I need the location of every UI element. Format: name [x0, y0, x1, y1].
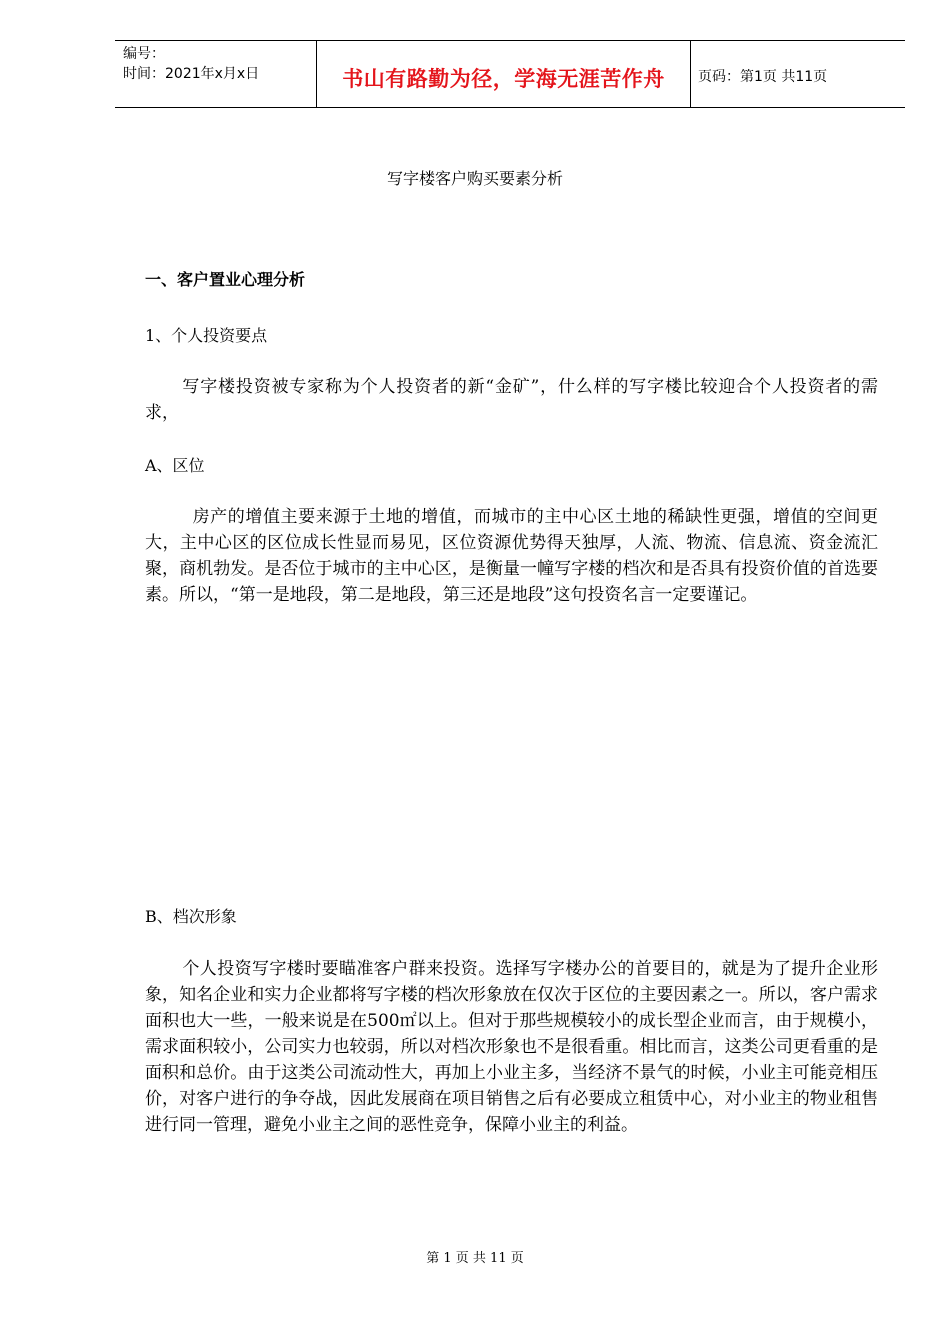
page-label: 页码：第1页 共11页 — [698, 69, 828, 85]
header-page-cell — [698, 41, 905, 107]
number-label: 编号： — [123, 46, 165, 62]
section-heading: 一、客户置业心理分析 — [145, 270, 306, 289]
intro-paragraph: 写字楼投资被专家称为个人投资者的新“金矿”，什么样的写字楼比较迎合个人投资者的需求， — [145, 377, 878, 423]
page-footer: 第 1 页 共 11 页 — [426, 1251, 524, 1266]
header-meta-cell — [115, 41, 315, 107]
point-b-paragraph: 个人投资写字楼时要瞄准客户群来投资。选择写字楼办公的首要目的，就是为了提升企业形象，知名企业和实力企业都将写字楼的档次形象放在仅次于区位的主要因素之一。所以，客户需求面积也大一些，一般来说是在500㎡以上。但对于那些规模较小的成长型企业而言，由于规模小，需求面积较小，公司实力也较弱，所以对档次形象也不是很看重。相比而言，这类公司更看重的是面积和总价。由于这类公司流动性大，再加上小业主多，当经济不景气的时候，小业主可能竞相压价，对客户进行的争夺战，因此发展商在项目销售之后有必要成立租赁中心，对小业主的物业租售进行同一管理，避免小业主之间的恶性竞争，保障小业主的利益。 — [145, 959, 878, 1135]
time-label: 时间：2021年x月x日 — [123, 66, 260, 82]
document-title: 写字楼客户购买要素分析 — [386, 169, 563, 188]
document-header — [115, 40, 905, 108]
point-b-label: B、档次形象 — [145, 907, 237, 926]
subsection-heading: 1、个人投资要点 — [145, 326, 268, 345]
header-motto-cell — [316, 41, 691, 107]
point-a-paragraph: 房产的增值主要来源于土地的增值，而城市的主中心区土地的稀缺性更强，增值的空间更大，主中心区的区位成长性显而易见，区位资源优势得天独厚，人流、物流、信息流、资金流汇聚，商机勃发。是否位于城市的主中心区，是衡量一幢写字楼的档次和是否具有投资价值的首选要素。所以，“第一是地段，第二是地段，第三还是地段”这句投资名言一定要谨记。 — [145, 507, 878, 605]
point-a-label: A、区位 — [145, 456, 205, 475]
motto-text: 书山有路勤为径，学海无涯苦作舟 — [342, 67, 665, 91]
